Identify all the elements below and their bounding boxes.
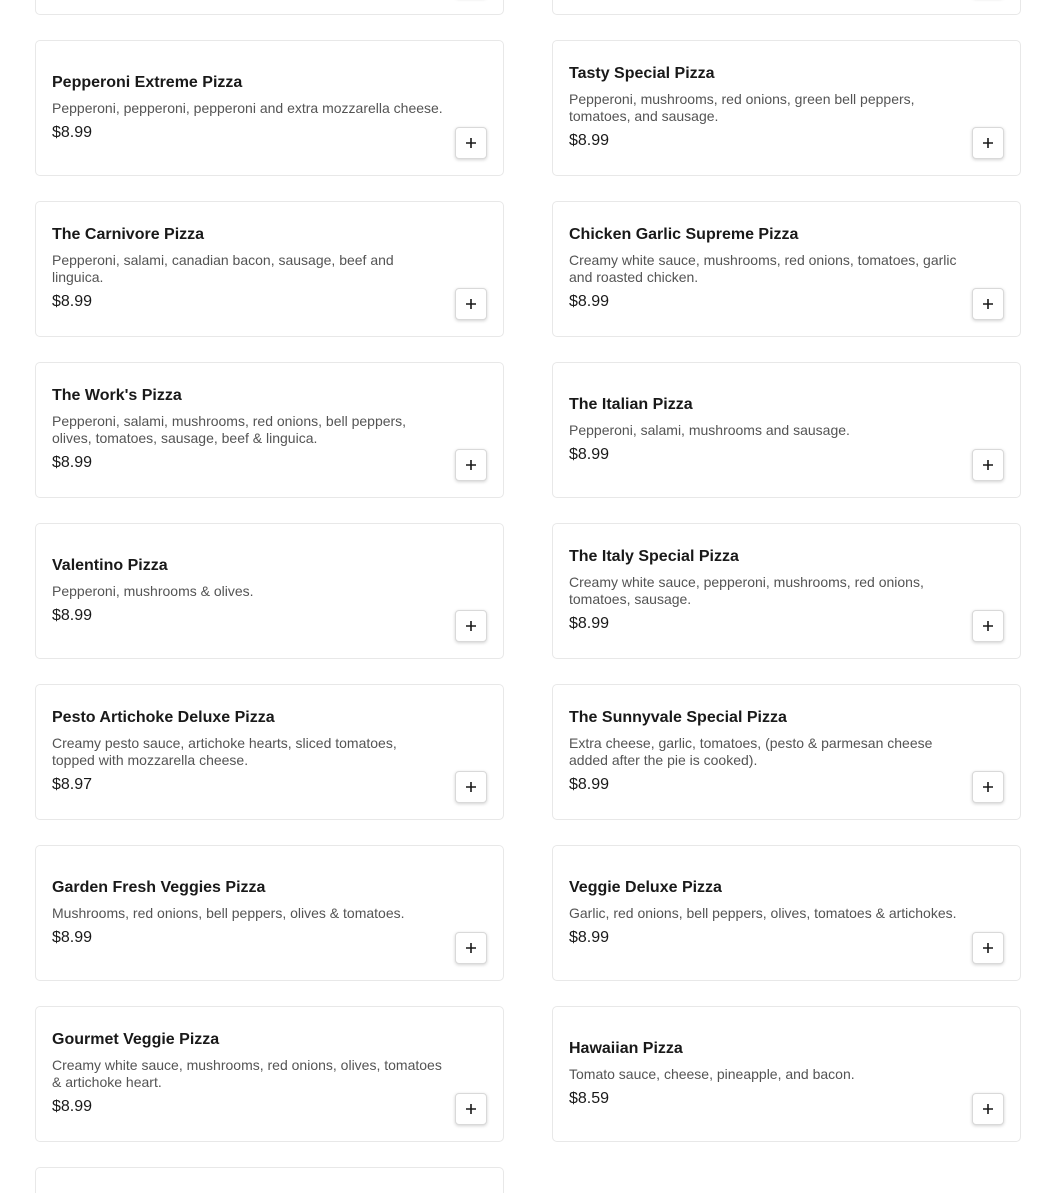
add-to-cart-button[interactable] [455,610,487,642]
menu-item-card[interactable] [552,0,1021,15]
add-to-cart-button[interactable] [972,610,1004,642]
menu-item-description: Tomato sauce, cheese, pineapple, and bacon. [569,1065,855,1082]
menu-item-card[interactable] [552,201,1021,337]
plus-icon [982,298,994,310]
menu-item-card[interactable] [35,40,504,176]
plus-icon [465,459,477,471]
plus-icon [982,781,994,793]
menu-item-description: Creamy white sauce, mushrooms, red onions, olives, tomatoes & artichoke heart. [52,1057,442,1090]
add-to-cart-button[interactable] [455,932,487,964]
menu-item-title: Gourmet Veggie Pizza [52,1031,220,1048]
plus-icon [465,620,477,632]
plus-icon [982,942,994,954]
menu-item-price: $8.99 [569,132,610,149]
menu-item-price: $8.99 [569,776,610,793]
menu-item-card[interactable] [35,845,504,981]
add-to-cart-button[interactable] [455,288,487,320]
add-to-cart-button[interactable] [455,127,487,159]
menu-item-description: Creamy pesto sauce, artichoke hearts, sliced tomatoes, topped with mozzarella cheese. [52,735,397,768]
menu-item-card[interactable] [552,523,1021,659]
menu-item-price: $8.99 [52,606,93,624]
menu-item-price: $8.99 [569,293,610,310]
menu-items-grid [35,0,1021,1193]
menu-item-price: $8.99 [52,1098,93,1115]
menu-item-description: Creamy white sauce, pepperoni, mushrooms, red onions, tomatoes, sausage. [569,574,924,607]
menu-item-title: The Carnivore Pizza [52,226,205,243]
menu-item-price: $8.99 [569,928,610,946]
plus-icon [465,781,477,793]
menu-item-price: $8.97 [52,776,93,793]
menu-item-title: The Italian Pizza [569,395,693,413]
menu-item-title: Chicken Garlic Supreme Pizza [569,226,799,243]
menu-item-card[interactable] [552,684,1021,820]
plus-icon [465,1103,477,1115]
menu-item-card[interactable] [35,201,504,337]
add-to-cart-button[interactable] [972,449,1004,481]
menu-item-card[interactable] [552,845,1021,981]
menu-item-title: The Italy Special Pizza [569,548,739,565]
menu-item-title: Tasty Special Pizza [569,65,715,82]
add-to-cart-button[interactable] [972,771,1004,803]
plus-icon [465,942,477,954]
menu-item-title: Veggie Deluxe Pizza [569,878,722,896]
menu-item-card[interactable] [35,1167,504,1193]
menu-item-description: Pepperoni, mushrooms, red onions, green bell peppers, tomatoes, and sausage. [569,91,915,124]
menu-item-card[interactable] [552,40,1021,176]
add-to-cart-button[interactable] [972,288,1004,320]
plus-icon [982,1103,994,1115]
add-to-cart-button[interactable] [972,932,1004,964]
menu-item-title: Hawaiian Pizza [569,1039,683,1057]
add-to-cart-button[interactable] [455,1093,487,1125]
add-to-cart-button[interactable] [972,1093,1004,1125]
menu-item-description: Pepperoni, pepperoni, pepperoni and extra mozzarella cheese. [52,99,443,116]
menu-item-description: Garlic, red onions, bell peppers, olives, tomatoes & artichokes. [569,904,957,921]
menu-item-price: $8.99 [52,454,93,471]
add-to-cart-button[interactable] [972,127,1004,159]
add-to-cart-button[interactable] [455,771,487,803]
menu-item-card[interactable] [35,362,504,498]
add-to-cart-button[interactable] [455,449,487,481]
menu-item-card[interactable] [552,362,1021,498]
menu-item-description: Pepperoni, salami, mushrooms, red onions, bell peppers, olives, tomatoes, sausage, beef & linguica. [52,413,407,446]
menu-item-description: Pepperoni, mushrooms & olives. [52,582,254,599]
menu-item-title: The Work's Pizza [52,387,182,404]
plus-icon [982,137,994,149]
menu-item-price: $8.99 [52,928,93,946]
menu-item-description: Pepperoni, salami, canadian bacon, sausage, beef and linguica. [52,252,394,285]
menu-item-title: Pesto Artichoke Deluxe Pizza [52,709,275,726]
menu-item-description: Pepperoni, salami, mushrooms and sausage. [569,421,850,438]
menu-item-card[interactable] [552,1006,1021,1142]
menu-item-price: $8.99 [569,445,610,463]
menu-item-title: Valentino Pizza [52,556,168,574]
menu-item-description: Creamy white sauce, mushrooms, red onions, tomatoes, garlic and roasted chicken. [569,252,957,285]
menu-item-price: $8.59 [569,1089,610,1107]
menu-item-card[interactable] [35,0,504,15]
menu-item-card[interactable] [35,684,504,820]
menu-item-description: Mushrooms, red onions, bell peppers, olives & tomatoes. [52,904,405,921]
menu-item-description: Extra cheese, garlic, tomatoes, (pesto & parmesan cheese added after the pie is cooked). [569,735,933,768]
menu-item-card[interactable] [35,1006,504,1142]
plus-icon [465,298,477,310]
menu-item-price: $8.99 [52,293,93,310]
menu-item-card[interactable] [35,523,504,659]
menu-item-title: The Sunnyvale Special Pizza [569,709,787,726]
plus-icon [465,137,477,149]
menu-item-title: Garden Fresh Veggies Pizza [52,878,266,896]
menu-item-title: Pepperoni Extreme Pizza [52,73,243,91]
menu-item-price: $8.99 [569,615,610,632]
menu-item-price: $8.99 [52,123,93,141]
plus-icon [982,620,994,632]
plus-icon [982,459,994,471]
